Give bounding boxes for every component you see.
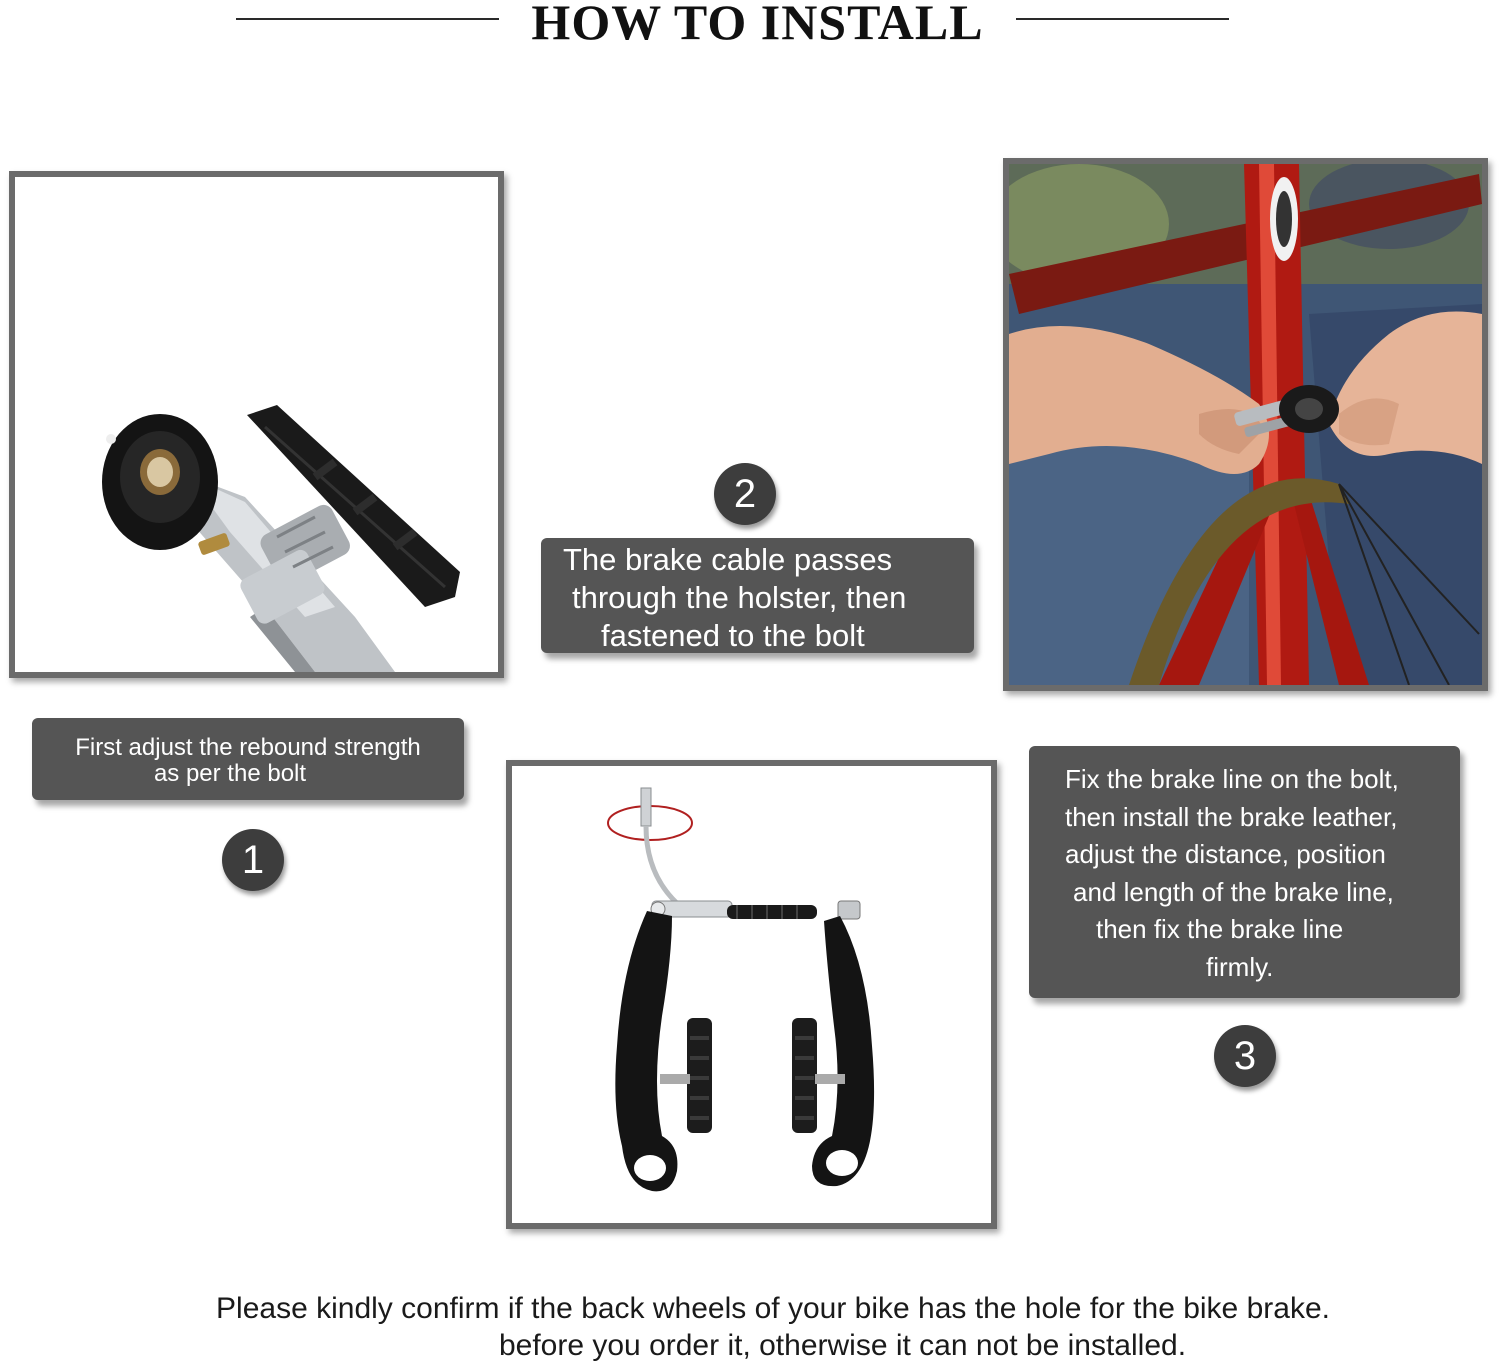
step-3-badge: 3: [1214, 1025, 1276, 1087]
step-2-line-3: fastened to the bolt: [601, 618, 865, 653]
step-1-line-1: First adjust the rebound strength: [75, 734, 421, 761]
step-3-line-2: then install the brake leather,: [1065, 801, 1398, 832]
page-title: HOW TO INSTALL: [531, 0, 984, 50]
step-3-line-3: adjust the distance, position: [1065, 839, 1386, 870]
step-2-line-1: The brake cable passes: [563, 542, 893, 577]
footer-notice: [0, 1290, 1500, 1364]
step-1-badge: 1: [222, 829, 284, 891]
step-1-label: [32, 718, 464, 800]
v-brake-product-photo: [506, 760, 997, 1229]
step-3-line-1: Fix the brake line on the bolt,: [1065, 764, 1399, 794]
title-rule-left: [236, 18, 499, 20]
step-3-line-6: firmly.: [1206, 951, 1274, 982]
step-2-badge: 2: [714, 463, 776, 525]
step-3-line-4: and length of the brake line,: [1073, 876, 1394, 907]
brake-shoe-photo: [9, 171, 504, 678]
step-2-label: [541, 538, 974, 653]
footer-line-2: before you order it, otherwise it can not be installed.: [498, 1329, 1187, 1362]
step-1-line-2: as per the bolt: [153, 760, 307, 787]
bike-repair-photo: [1003, 158, 1488, 691]
title-rule-right: [1016, 18, 1229, 20]
step-3-line-5: then fix the brake line: [1096, 914, 1344, 945]
step-2-line-2: through the holster, then: [572, 580, 907, 615]
footer-line-1: Please kindly confirm if the back wheels of your bike has the hole for the bike brake.: [216, 1292, 1330, 1325]
step-3-label: [1029, 746, 1460, 998]
